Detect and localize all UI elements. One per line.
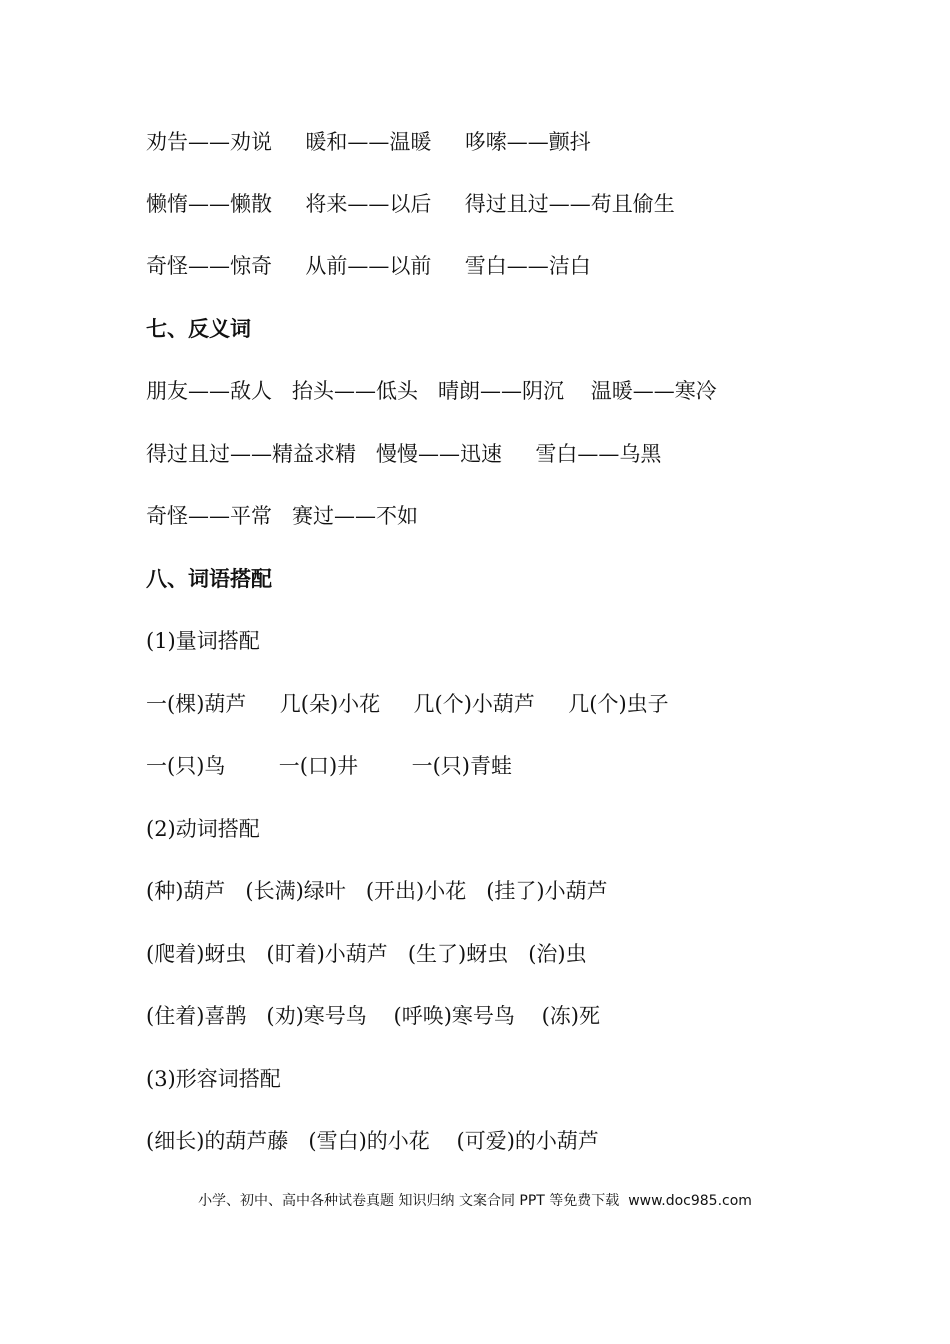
synonym-row-3: 奇怪——惊奇 从前——以前 雪白——洁白 [146,254,591,278]
measure-word-row-1: 一(棵)葫芦 几(朵)小花 几(个)小葫芦 几(个)虫子 [146,692,669,716]
measure-word-subheading: (1)量词搭配 [146,629,260,653]
verb-row-2: (爬着)蚜虫 (盯着)小葫芦 (生了)蚜虫 (治)虫 [146,942,587,966]
measure-word-row-2: 一(只)鸟 一(口)井 一(只)青蛙 [146,754,512,778]
synonym-row-1: 劝告——劝说 暖和——温暖 哆嗦——颤抖 [146,130,591,154]
antonym-row-1: 朋友——敌人 抬头——低头 晴朗——阴沉 温暖——寒冷 [146,379,717,403]
adjective-row-1: (细长)的葫芦藤 (雪白)的小花 (可爱)的小葫芦 [146,1129,599,1153]
collocation-heading: 八、词语搭配 [146,567,272,591]
antonym-row-3: 奇怪——平常 赛过——不如 [146,504,419,528]
adjective-subheading: (3)形容词搭配 [146,1067,281,1091]
verb-row-3: (住着)喜鹊 (劝)寒号鸟 (呼唤)寒号鸟 (冻)死 [146,1004,600,1028]
antonym-row-2: 得过且过——精益求精 慢慢——迅速 雪白——乌黑 [146,442,662,466]
page-footer: 小学、初中、高中各种试卷真题 知识归纳 文案合同 PPT 等免费下载 www.doc985.com [198,1193,752,1209]
verb-row-1: (种)葫芦 (长满)绿叶 (开出)小花 (挂了)小葫芦 [146,879,608,903]
antonym-heading: 七、反义词 [146,317,251,341]
synonym-row-2: 懒惰——懒散 将来——以后 得过且过——苟且偷生 [146,192,675,216]
verb-subheading: (2)动词搭配 [146,817,260,841]
